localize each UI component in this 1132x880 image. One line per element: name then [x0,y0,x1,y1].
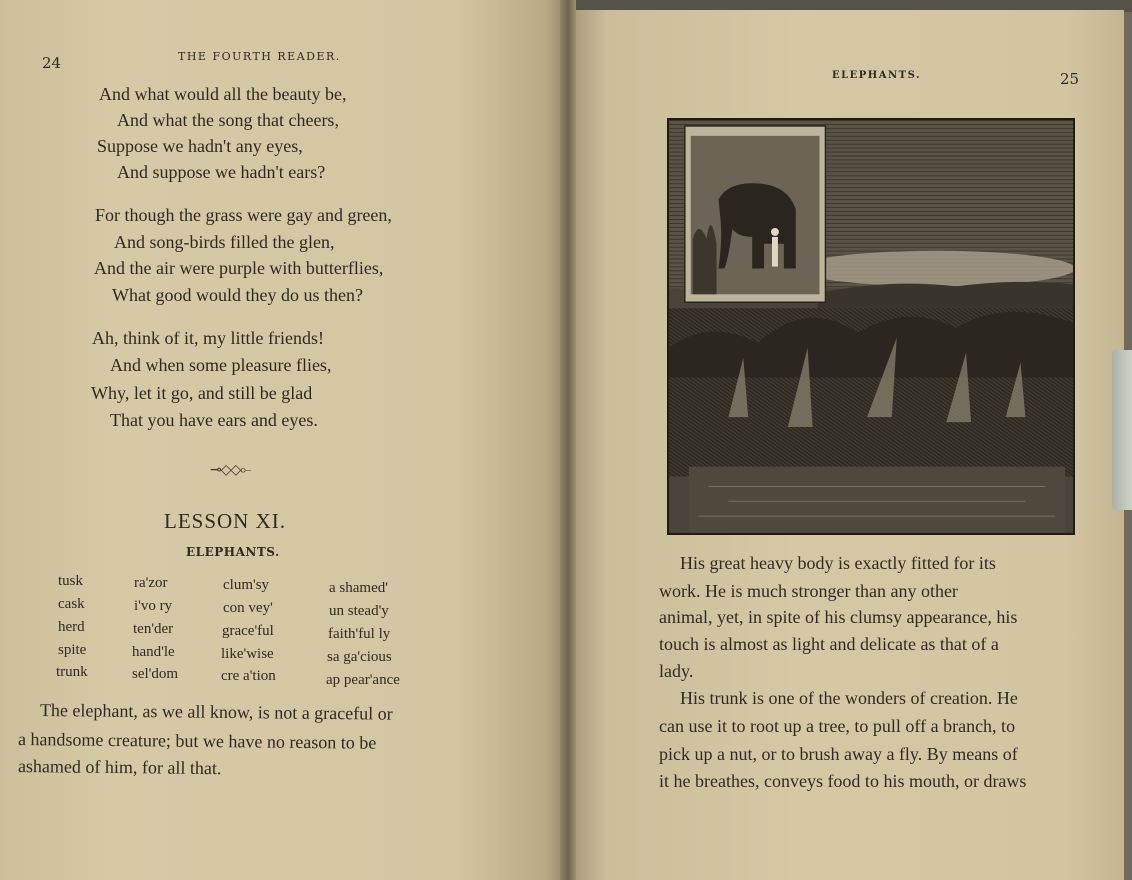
vocab-word: cask [58,596,85,612]
poem-line: For though the grass were gay and green, [95,205,392,225]
body-text-line: can use it to root up a tree, to pull off a branch, to [659,716,1016,736]
vocab-word: cre a'tion [221,668,276,684]
vocab-word: like'wise [221,646,274,662]
running-head-left: THE FOURTH READER. [178,50,341,63]
vocab-word: spite [58,642,87,658]
running-head-right: ELEPHANTS. [832,70,921,81]
body-text-line: it he breathes, conveys food to his mouth, or draws [659,771,1027,791]
vocab-word: trunk [56,664,88,680]
poem-line: And suppose we hadn't ears? [117,162,326,182]
poem-line: And the air were purple with butterflies, [94,258,384,278]
vocab-word: i'vo ry [134,598,173,614]
page-number-left: 24 [42,54,62,72]
vocab-word: ra'zor [134,575,168,591]
body-text-line: a handsome creature; but we have no reason to be [17,729,377,753]
book-gutter [560,0,576,880]
body-text-line: work. He is much stronger than any other [659,581,958,601]
poem-line: What good would they do us then? [112,285,363,305]
vocab-word: un stead'y [329,603,389,619]
poem-line: Ah, think of it, my little friends! [92,328,324,348]
vocab-word: con vey' [223,600,273,616]
poem-line: And when some pleasure flies, [110,355,332,375]
vocab-word: ap pear'ance [326,672,400,688]
lesson-title: LESSON XI. [164,509,287,533]
lesson-subtitle: ELEPHANTS. [186,545,280,559]
poem-line: And what would all the beauty be, [99,84,347,104]
poem-line: That you have ears and eyes. [110,410,318,430]
body-text-line: pick up a nut, or to brush away a fly. By means of [659,744,1018,764]
vocab-word: ten'der [133,621,174,637]
body-text-line: touch is almost as light and delicate as that of a [659,634,999,654]
poem-line: Suppose we hadn't any eyes, [97,136,303,156]
poem-line: Why, let it go, and still be glad [91,383,313,403]
body-text-line: animal, yet, in spite of his clumsy appearance, his [659,607,1018,627]
vocab-word: hand'le [132,644,175,660]
body-text-line: ashamed of him, for all that. [17,756,222,779]
body-text-line: lady. [659,661,694,681]
poem-line: And song-birds filled the glen, [114,232,335,252]
poem-line: And what the song that cheers, [117,110,339,130]
body-text-line: His trunk is one of the wonders of creation. He [680,688,1018,708]
elephant-engraving [667,118,1075,535]
body-text-line: His great heavy body is exactly fitted for its [680,553,996,573]
vocab-word: herd [58,619,85,635]
vocab-word: sel'dom [132,666,179,682]
page-clip [1112,350,1132,510]
page-number-right: 25 [1060,70,1080,88]
vocab-word: faith'ful ly [328,626,391,642]
vocab-word: grace'ful [222,623,274,639]
vocab-word: sa ga'cious [327,649,392,665]
vocab-word: clum'sy [223,577,270,593]
vocab-word: a shamed' [329,580,388,596]
vocab-word: tusk [58,573,84,589]
body-text-line: The elephant, as we all know, is not a graceful or [39,700,393,724]
section-ornament: ⊸◇◇⟜ [210,462,251,478]
